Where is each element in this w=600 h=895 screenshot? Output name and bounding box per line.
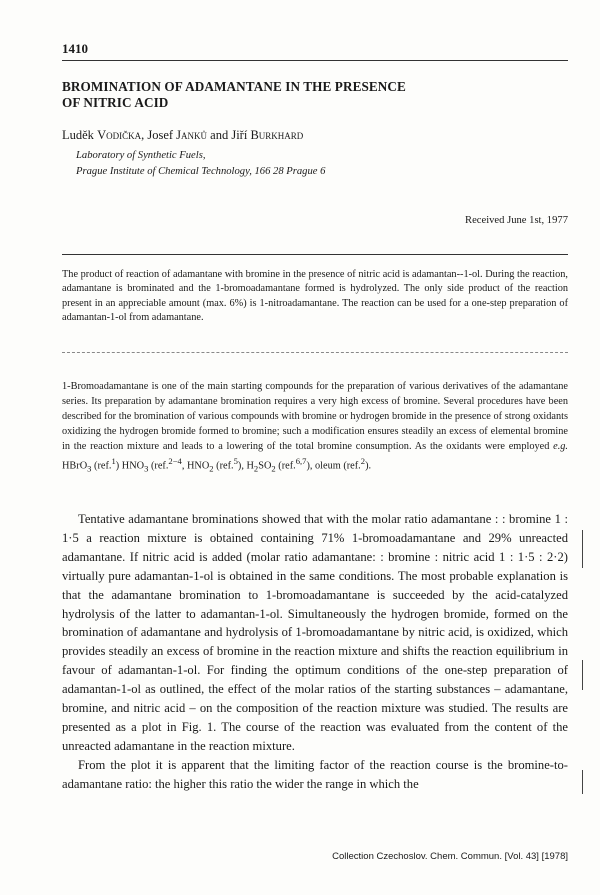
subscript: 3 <box>87 463 92 474</box>
citation: 5 <box>233 456 238 466</box>
margin-mark <box>582 530 583 568</box>
author-3-last: Burkhard <box>250 128 304 142</box>
citation: 1 <box>111 456 116 466</box>
subscript: 3 <box>144 463 149 474</box>
abstract-bottom-rule <box>62 352 568 353</box>
intro-eg: e.g. <box>553 441 568 452</box>
subscript: 2 <box>209 463 214 474</box>
author-list <box>62 128 303 143</box>
formula-h2so2: ), H <box>237 460 254 472</box>
subscript: 2 <box>271 463 276 474</box>
formula-part: SO <box>258 460 272 472</box>
formula-hno3: ) HNO <box>115 460 145 472</box>
ref-text: (ref. <box>91 460 112 472</box>
affiliation-line-1: Laboratory of Synthetic Fuels, <box>76 150 206 161</box>
abstract: The product of reaction of adamantane with bromine in the presence of nitric acid is adamantan--1-ol. During the reaction, adamantane is brominated and the 1-bromoadamantane formed is hydrolyzed. The only side product of the reaction present in an appreciable amount (max. 6%) is 1-nitroadamantane. The reaction can be used for a one-step preparation of adamantan-1-ol from adamantane. <box>62 269 568 324</box>
formula-hno2: , HNO <box>181 460 210 472</box>
article-title <box>62 79 562 111</box>
subscript: 2 <box>253 463 259 474</box>
citation: 2 <box>360 456 366 466</box>
title-line-1: BROMINATION OF ADAMANTANE IN THE PRESENCE <box>62 79 406 94</box>
formula-hbro: HBrO <box>62 460 88 472</box>
author-2-last: Janků <box>176 128 208 142</box>
abstract-top-rule <box>62 254 568 255</box>
author-2-first: , Josef <box>141 128 177 142</box>
author-1-first: Luděk <box>62 128 98 142</box>
journal-footer: Collection Czechoslov. Chem. Commun. [Vol. 43] [1978] <box>332 851 568 862</box>
citation: 2−4 <box>168 456 182 466</box>
received-date: Received June 1st, 1977 <box>465 215 568 226</box>
author-3-first: and Jiří <box>207 128 251 142</box>
author-1-last: Vodička <box>97 128 142 142</box>
introduction-paragraph <box>62 379 568 476</box>
ref-text: ). <box>365 460 372 472</box>
ref-text: (ref. <box>213 460 234 472</box>
ref-text: (ref. <box>148 460 169 472</box>
paragraph-2: From the plot it is apparent that the limiting factor of the reaction course is the bromine-to-adamantane ratio: the higher this ratio the wider the range in which the <box>62 757 568 791</box>
margin-mark <box>582 770 583 794</box>
margin-mark <box>582 660 583 690</box>
ref-text: ), oleum (ref. <box>306 460 361 472</box>
main-text <box>62 510 568 794</box>
title-line-2: OF NITRIC ACID <box>62 95 169 110</box>
paragraph-1: Tentative adamantane brominations showed that with the molar ratio adamantane : : bromine 1 : 1·5 a reaction mixture is obtained containing 71% 1-bromoadamantane and 29% unreacted adamantane. If nitric acid is added (molar ratio adamantane: : bromine : nitric acid 1 : 1·5 : 2·2) virtually pure adamantan-1-ol is obtained in the same conditions. The most probable explanation is that the adamantane bromination to 1-bromoadamantane is succeeded by the acid-catalyzed hydrolysis of the latter to adamantan-1-ol. Simultaneously the hydrogen bromide, formed on the bromination of adamantane and hydrolysis of 1-bromoadamantane by nitric acid, is oxidized, which provides steadily an excess of bromine in the reaction mixture and shifts the reaction equilibrium in favour of adamantan-1-ol. For finding the optimum conditions of the one-step preparation of adamantan-1-ol as outlined, the effect of the molar ratios of the starting substances – adamantane, bromine, and nitric acid – on the composition of the reaction mixture was studied. The results are presented as a plot in Fig. 1. The course of the reaction was evaluated from the content of the unreacted adamantane in the reaction mixture. <box>62 512 568 753</box>
header-rule <box>62 60 568 61</box>
ref-text: (ref. <box>275 460 296 472</box>
page-number: 1410 <box>62 41 88 56</box>
citation: 6,7 <box>295 456 307 466</box>
intro-text: 1-Bromoadamantane is one of the main starting compounds for the preparation of various derivatives of the adamantane series. Its preparation by adamantane bromination requires a very high excess of bromine. Several procedures have been described for the bromination of various compounds with bromine or hydrogen bromide in the presence of strong oxidants oxidizing the hydrogen bromide formed to bromine; such a modification ensures steadily an excess of elemental bromine in the reaction mixture and leads to a lowering of the total bromine consumption. As the oxidants were employed <box>62 381 568 452</box>
affiliation-line-2: Prague Institute of Chemical Technology, 166 28 Prague 6 <box>76 166 326 177</box>
